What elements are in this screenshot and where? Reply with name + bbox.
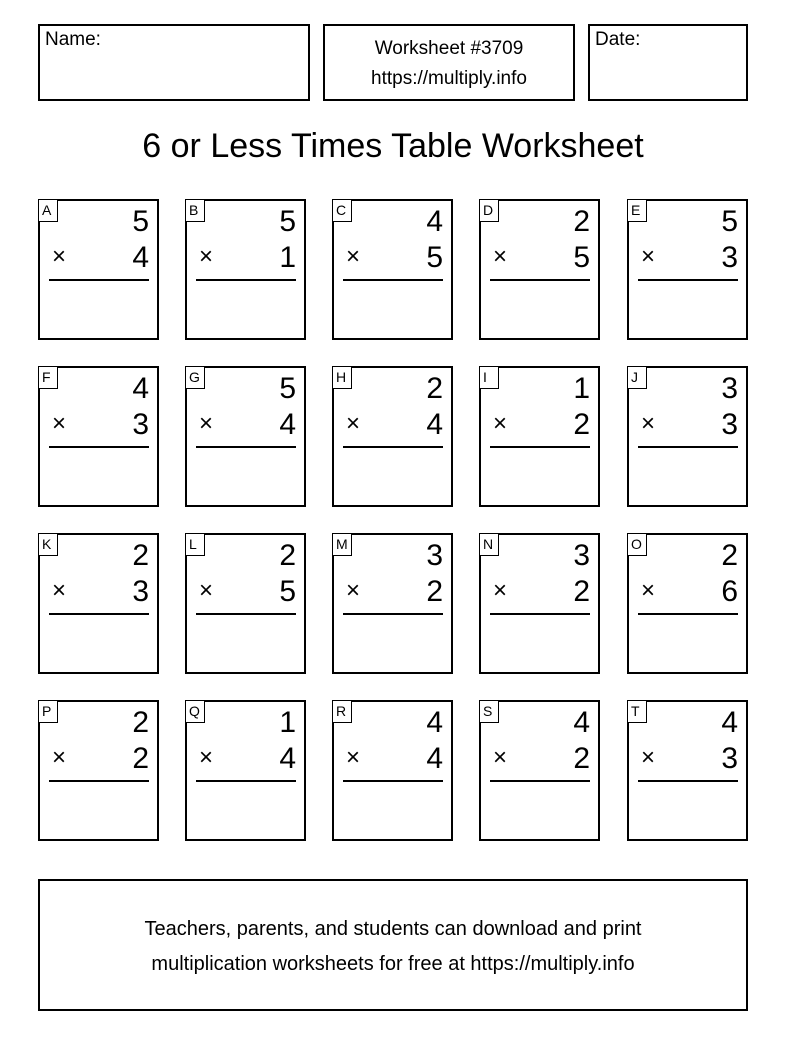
answer-line [196, 446, 296, 448]
multiplicand: 5 [279, 372, 296, 405]
multiplier: 5 [279, 575, 296, 608]
problem-card[interactable] [627, 533, 748, 674]
multiplicand: 1 [279, 706, 296, 739]
problem-letter: F [38, 366, 58, 389]
multiply-sign: × [641, 577, 656, 604]
multiplicand: 2 [573, 205, 590, 238]
multiplier: 4 [426, 408, 443, 441]
multiplicand: 2 [132, 706, 149, 739]
problem-letter: E [627, 199, 647, 222]
multiplier: 4 [279, 408, 296, 441]
multiplier: 5 [426, 241, 443, 274]
answer-line [490, 446, 590, 448]
problem-letter: I [479, 366, 499, 389]
worksheet-info-box [323, 24, 575, 101]
multiplicand: 5 [279, 205, 296, 238]
answer-line [638, 279, 738, 281]
footer-box [38, 879, 748, 1011]
problem-card[interactable] [479, 366, 600, 507]
problem-card[interactable] [332, 199, 453, 340]
multiply-sign: × [493, 410, 508, 437]
multiplier: 2 [573, 408, 590, 441]
multiply-sign: × [641, 243, 656, 270]
multiply-sign: × [199, 243, 214, 270]
problem-letter: H [332, 366, 352, 389]
problem-letter: T [627, 700, 647, 723]
name-label: Name: [45, 29, 101, 50]
answer-line [343, 446, 443, 448]
problem-letter: K [38, 533, 58, 556]
answer-line [490, 780, 590, 782]
multiply-sign: × [346, 744, 361, 771]
multiply-sign: × [52, 243, 67, 270]
multiply-sign: × [493, 243, 508, 270]
problem-letter: A [38, 199, 58, 222]
multiplier: 2 [573, 742, 590, 775]
multiply-sign: × [52, 744, 67, 771]
answer-line [343, 279, 443, 281]
answer-line [49, 446, 149, 448]
multiplicand: 3 [573, 539, 590, 572]
problem-letter: N [479, 533, 499, 556]
problem-card[interactable] [185, 533, 306, 674]
problem-letter: S [479, 700, 499, 723]
multiplicand: 2 [279, 539, 296, 572]
multiplier: 1 [279, 241, 296, 274]
problem-letter: L [185, 533, 205, 556]
problem-card[interactable] [332, 366, 453, 507]
multiplicand: 4 [426, 706, 443, 739]
answer-line [343, 780, 443, 782]
multiplicand: 5 [721, 205, 738, 238]
problem-card[interactable] [479, 199, 600, 340]
multiply-sign: × [199, 744, 214, 771]
problem-card[interactable] [479, 533, 600, 674]
answer-line [638, 613, 738, 615]
multiplier: 3 [132, 408, 149, 441]
multiplier: 3 [132, 575, 149, 608]
multiply-sign: × [641, 744, 656, 771]
answer-line [638, 446, 738, 448]
answer-line [343, 613, 443, 615]
page-title: 6 or Less Times Table Worksheet [142, 127, 644, 165]
multiplicand: 4 [426, 205, 443, 238]
problem-card[interactable] [332, 700, 453, 841]
multiplier: 4 [132, 241, 149, 274]
problem-letter: P [38, 700, 58, 723]
multiplier: 4 [279, 742, 296, 775]
answer-line [196, 613, 296, 615]
multiplier: 4 [426, 742, 443, 775]
multiply-sign: × [493, 577, 508, 604]
footer-line-2: multiplication worksheets for free at https://multiply.info [151, 953, 635, 975]
problem-letter: C [332, 199, 352, 222]
multiplicand: 1 [573, 372, 590, 405]
multiply-sign: × [52, 577, 67, 604]
multiplier: 2 [426, 575, 443, 608]
problem-letter: B [185, 199, 205, 222]
problem-letter: O [627, 533, 647, 556]
multiplier: 6 [721, 575, 738, 608]
worksheet-number: Worksheet #3709 [374, 38, 524, 59]
multiplicand: 3 [426, 539, 443, 572]
problem-letter: D [479, 199, 499, 222]
multiplicand: 2 [721, 539, 738, 572]
answer-line [638, 780, 738, 782]
date-box[interactable] [588, 24, 748, 101]
problem-card[interactable] [38, 366, 159, 507]
multiplicand: 4 [721, 706, 738, 739]
multiplicand: 3 [721, 372, 738, 405]
problem-card[interactable] [185, 700, 306, 841]
footer-line-1: Teachers, parents, and students can download and print [144, 918, 642, 940]
multiplier: 2 [573, 575, 590, 608]
problem-card[interactable] [185, 366, 306, 507]
answer-line [490, 279, 590, 281]
date-label: Date: [595, 29, 641, 50]
problem-card[interactable] [479, 700, 600, 841]
name-box[interactable] [38, 24, 310, 101]
problem-card[interactable] [627, 366, 748, 507]
problem-card[interactable] [627, 700, 748, 841]
multiplier: 3 [721, 241, 738, 274]
multiplier: 3 [721, 742, 738, 775]
problem-letter: R [332, 700, 352, 723]
problem-card[interactable] [627, 199, 748, 340]
problem-card[interactable] [38, 199, 159, 340]
multiplicand: 2 [426, 372, 443, 405]
answer-line [490, 613, 590, 615]
multiplicand: 4 [573, 706, 590, 739]
multiplicand: 4 [132, 372, 149, 405]
multiply-sign: × [52, 410, 67, 437]
problem-letter: J [627, 366, 647, 389]
problem-letter: Q [185, 700, 205, 723]
multiply-sign: × [346, 577, 361, 604]
answer-line [49, 279, 149, 281]
multiply-sign: × [199, 410, 214, 437]
multiplier: 2 [132, 742, 149, 775]
multiplicand: 5 [132, 205, 149, 238]
problem-card[interactable] [38, 700, 159, 841]
multiply-sign: × [199, 577, 214, 604]
problem-letter: G [185, 366, 205, 389]
problem-card[interactable] [38, 533, 159, 674]
problem-card[interactable] [185, 199, 306, 340]
problem-card[interactable] [332, 533, 453, 674]
multiplier: 5 [573, 241, 590, 274]
answer-line [49, 613, 149, 615]
multiply-sign: × [493, 744, 508, 771]
multiplier: 3 [721, 408, 738, 441]
answer-line [196, 279, 296, 281]
multiply-sign: × [641, 410, 656, 437]
answer-line [49, 780, 149, 782]
answer-line [196, 780, 296, 782]
multiplicand: 2 [132, 539, 149, 572]
multiply-sign: × [346, 243, 361, 270]
multiply-sign: × [346, 410, 361, 437]
problem-letter: M [332, 533, 352, 556]
worksheet-url: https://multiply.info [371, 68, 527, 89]
